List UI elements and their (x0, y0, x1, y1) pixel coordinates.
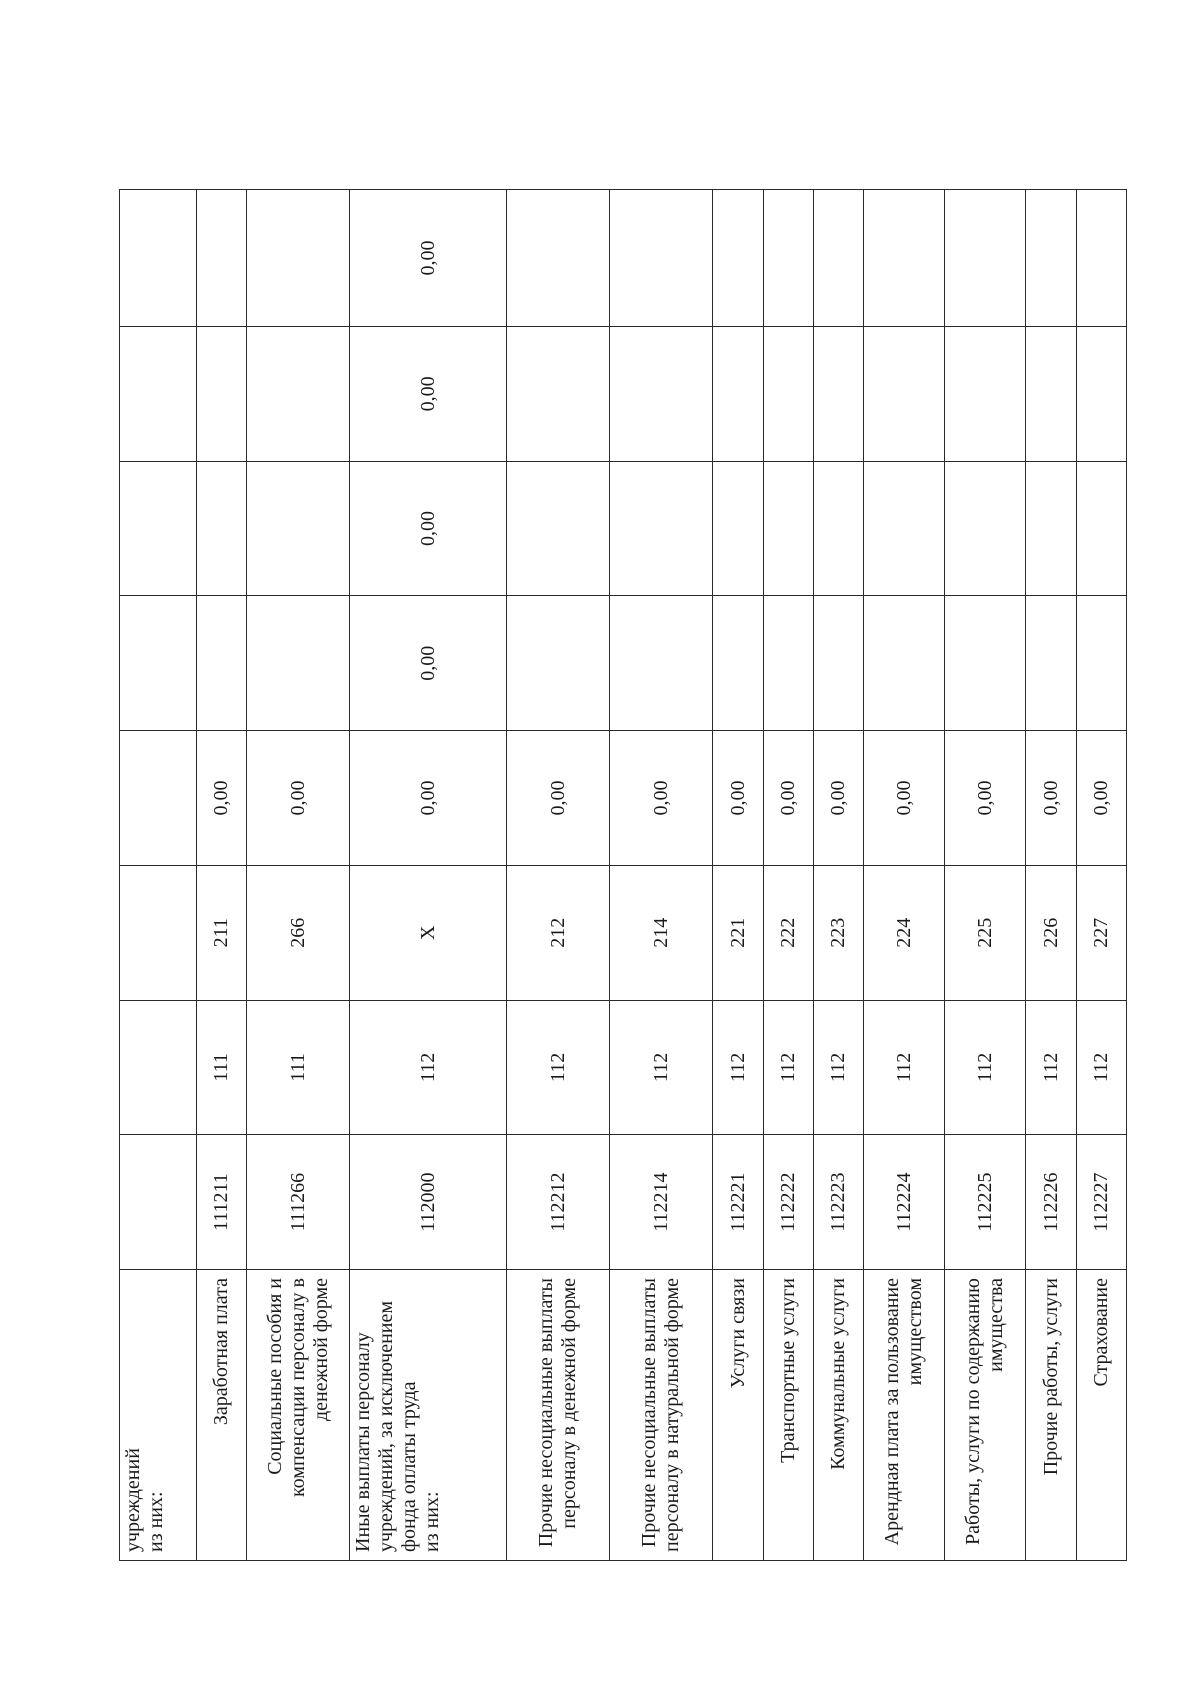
row-kosgu: 221 (713, 865, 764, 1000)
row-col2 (945, 461, 1026, 596)
row-col2: 0,00 (350, 461, 507, 596)
row-col4 (247, 190, 350, 327)
row-col4 (197, 190, 247, 327)
row-kvr: 112 (863, 1000, 945, 1135)
rotated-page (119, 189, 1127, 1561)
row-code: 112000 (350, 1135, 507, 1270)
row-col1 (247, 596, 350, 731)
row-name: Прочие несоциальные выплаты персоналу в натуральной форме (610, 1270, 713, 1561)
row-kosgu: X (350, 865, 507, 1000)
row-col3 (197, 326, 247, 461)
table-row (507, 190, 610, 1561)
row-col3 (610, 326, 713, 461)
row-code: 111211 (197, 1135, 247, 1270)
row-code: 112225 (945, 1135, 1026, 1270)
table-row (610, 190, 713, 1561)
table-row (1026, 190, 1077, 1561)
table-row (350, 190, 507, 1561)
row-col4 (1026, 190, 1077, 327)
row-kvr: 111 (247, 1000, 350, 1135)
row-col1 (764, 596, 814, 731)
row-code: 112222 (764, 1135, 814, 1270)
table-row (764, 190, 814, 1561)
row-name: Страхование (1077, 1270, 1127, 1561)
row-col3 (813, 326, 863, 461)
row-col4 (813, 190, 863, 327)
row-total: 0,00 (197, 731, 247, 866)
row-total: 0,00 (610, 731, 713, 866)
table-row (120, 190, 197, 1561)
row-name: Прочие работы, услуги (1026, 1270, 1077, 1561)
row-kosgu: 225 (945, 865, 1026, 1000)
row-total: 0,00 (863, 731, 945, 866)
row-col4 (120, 190, 197, 327)
row-kvr: 112 (1077, 1000, 1127, 1135)
row-col2 (197, 461, 247, 596)
row-kvr: 112 (350, 1000, 507, 1135)
row-col2 (120, 461, 197, 596)
row-kosgu: 227 (1077, 865, 1127, 1000)
table-row (713, 190, 764, 1561)
row-kosgu: 226 (1026, 865, 1077, 1000)
row-col4 (1077, 190, 1127, 327)
row-code: 112224 (863, 1135, 945, 1270)
row-total: 0,00 (1077, 731, 1127, 866)
row-col3 (1077, 326, 1127, 461)
row-kvr: 112 (1026, 1000, 1077, 1135)
row-col2 (813, 461, 863, 596)
row-col4 (764, 190, 814, 327)
row-col2 (610, 461, 713, 596)
table-row (1077, 190, 1127, 1561)
row-kvr: 112 (507, 1000, 610, 1135)
row-col3: 0,00 (350, 326, 507, 461)
row-kvr: 112 (945, 1000, 1026, 1135)
row-name: Работы, услуги по содержанию имущества (945, 1270, 1026, 1561)
budget-table (119, 189, 1127, 1561)
row-name: Транспортные услуги (764, 1270, 814, 1561)
row-col2 (863, 461, 945, 596)
row-kosgu (120, 865, 197, 1000)
row-kosgu: 214 (610, 865, 713, 1000)
row-total: 0,00 (713, 731, 764, 866)
row-kvr: 111 (197, 1000, 247, 1135)
row-col2 (247, 461, 350, 596)
row-kosgu: 266 (247, 865, 350, 1000)
row-name: учреждений из них: (120, 1270, 197, 1561)
row-col3 (507, 326, 610, 461)
row-col1 (197, 596, 247, 731)
row-col2 (1026, 461, 1077, 596)
row-code: 112226 (1026, 1135, 1077, 1270)
row-col1 (120, 596, 197, 731)
row-col1 (945, 596, 1026, 731)
row-total: 0,00 (247, 731, 350, 866)
row-code: 112212 (507, 1135, 610, 1270)
row-kvr: 112 (713, 1000, 764, 1135)
row-col2 (764, 461, 814, 596)
row-col1 (713, 596, 764, 731)
row-name: Заработная плата (197, 1270, 247, 1561)
row-kvr: 112 (813, 1000, 863, 1135)
row-kvr (120, 1000, 197, 1135)
row-col4 (945, 190, 1026, 327)
row-code (120, 1135, 197, 1270)
row-col4 (610, 190, 713, 327)
row-col3 (120, 326, 197, 461)
row-name: Социальные пособия и компенсации персоналу в денежной форме (247, 1270, 350, 1561)
row-col3 (945, 326, 1026, 461)
row-col4 (713, 190, 764, 327)
row-total: 0,00 (350, 731, 507, 866)
row-code: 112227 (1077, 1135, 1127, 1270)
row-total (120, 731, 197, 866)
row-col2 (713, 461, 764, 596)
row-total: 0,00 (507, 731, 610, 866)
row-col4 (507, 190, 610, 327)
row-col4: 0,00 (350, 190, 507, 327)
row-code: 111266 (247, 1135, 350, 1270)
row-kosgu: 222 (764, 865, 814, 1000)
row-col1 (1077, 596, 1127, 731)
row-total: 0,00 (813, 731, 863, 866)
row-total: 0,00 (1026, 731, 1077, 866)
row-name: Арендная плата за пользование имуществом (863, 1270, 945, 1561)
row-col3 (863, 326, 945, 461)
row-col4 (863, 190, 945, 327)
row-code: 112214 (610, 1135, 713, 1270)
row-total: 0,00 (764, 731, 814, 866)
row-kosgu: 224 (863, 865, 945, 1000)
row-col1 (507, 596, 610, 731)
row-kosgu: 223 (813, 865, 863, 1000)
row-kosgu: 212 (507, 865, 610, 1000)
row-code: 112221 (713, 1135, 764, 1270)
row-col3 (713, 326, 764, 461)
row-col3 (1026, 326, 1077, 461)
row-name: Прочие несоциальные выплаты персоналу в денежной форме (507, 1270, 610, 1561)
table-row (945, 190, 1026, 1561)
row-name: Коммунальные услуги (813, 1270, 863, 1561)
row-col1: 0,00 (350, 596, 507, 731)
row-col3 (764, 326, 814, 461)
row-col2 (1077, 461, 1127, 596)
row-col3 (247, 326, 350, 461)
row-name: Услуги связи (713, 1270, 764, 1561)
row-kvr: 112 (610, 1000, 713, 1135)
row-col1 (863, 596, 945, 731)
table-row (197, 190, 247, 1561)
table-row (813, 190, 863, 1561)
table-row (247, 190, 350, 1561)
row-code: 112223 (813, 1135, 863, 1270)
row-col2 (507, 461, 610, 596)
row-total: 0,00 (945, 731, 1026, 866)
row-col1 (1026, 596, 1077, 731)
row-name: Иные выплаты персоналу учреждений, за исключением фонда оплаты труда из них: (350, 1270, 507, 1561)
row-kvr: 112 (764, 1000, 814, 1135)
row-kosgu: 211 (197, 865, 247, 1000)
table-row (863, 190, 945, 1561)
row-col1 (813, 596, 863, 731)
row-col1 (610, 596, 713, 731)
